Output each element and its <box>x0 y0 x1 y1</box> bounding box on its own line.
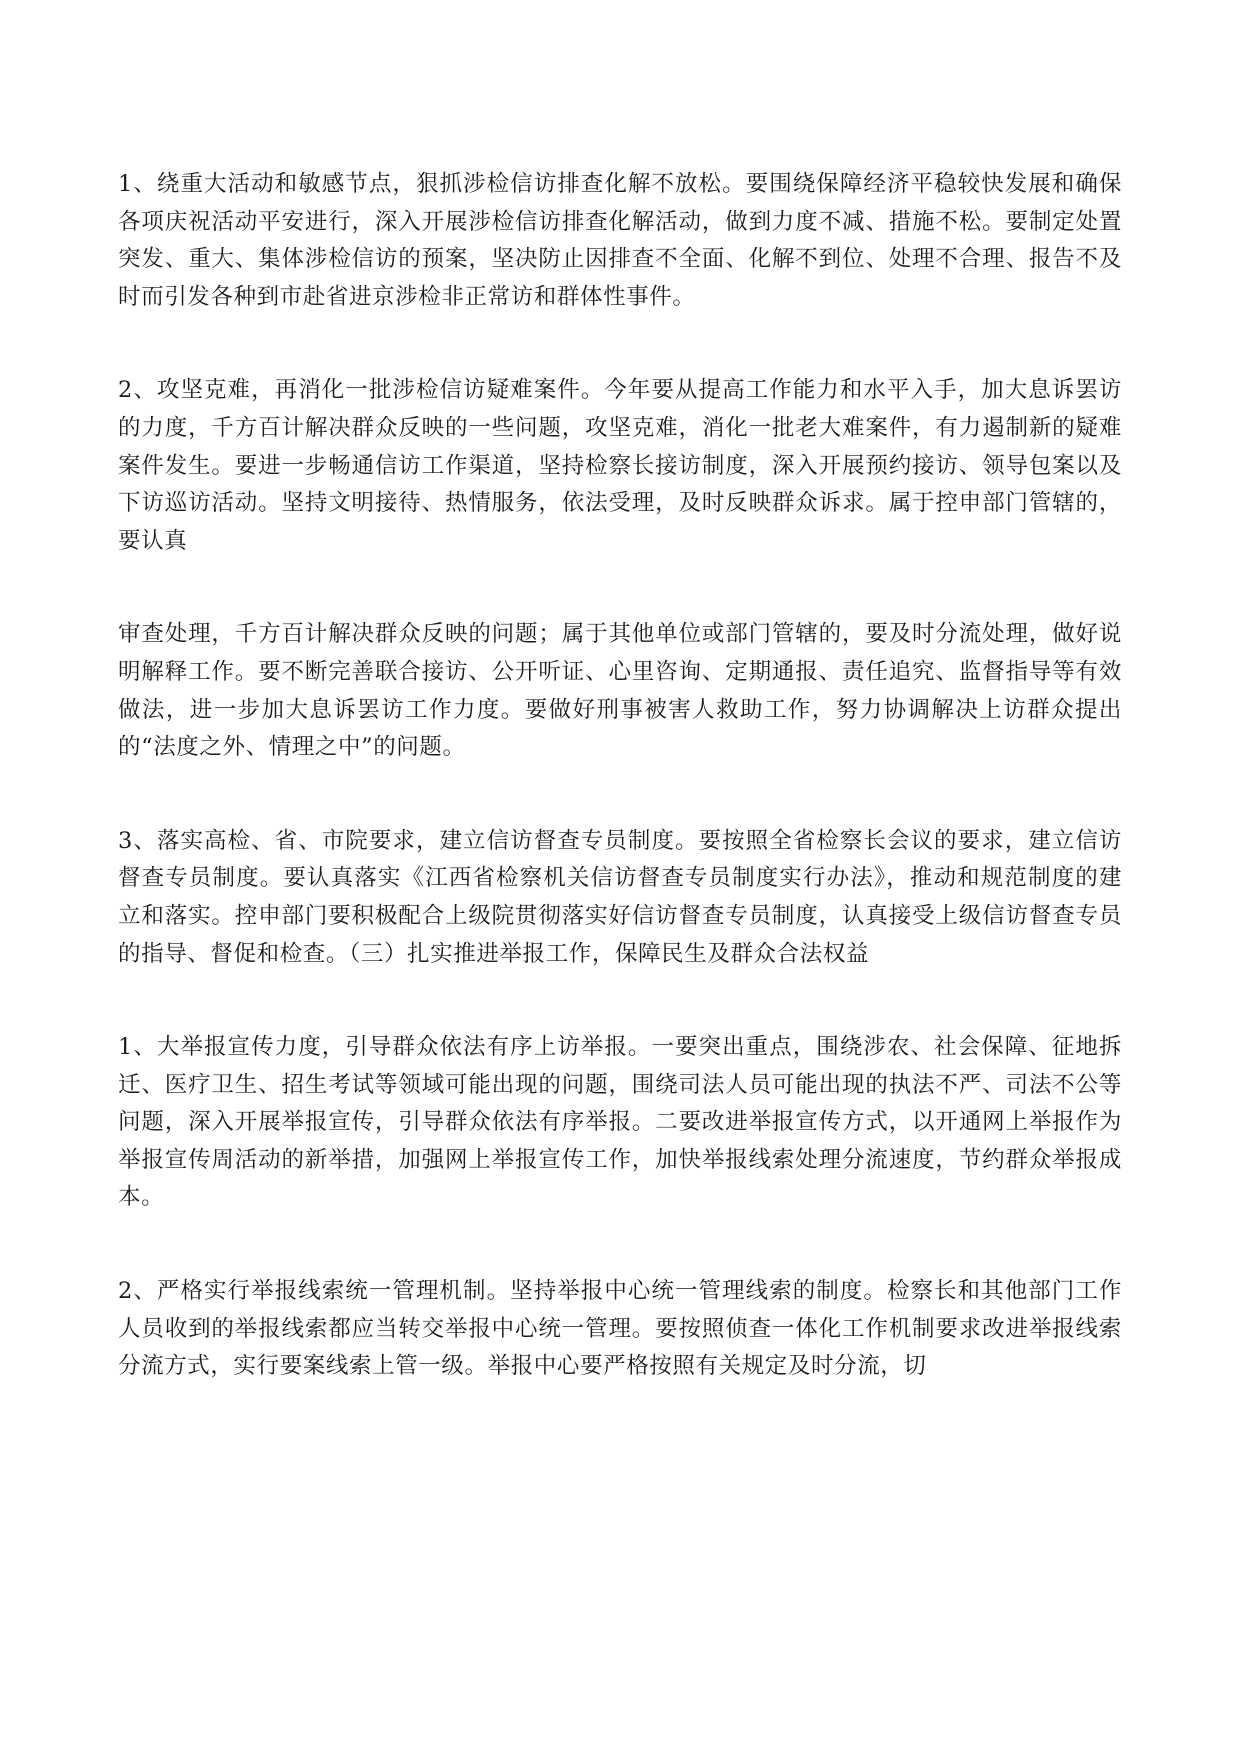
paragraph-3: 审查处理，千方百计解决群众反映的问题；属于其他单位或部门管辖的，要及时分流处理，做好说明解释工作。要不断完善联合接访、公开听证、心里咨询、定期通报、责任追究、监督指导等有效做法，进一步加大息诉罢访工作力度。要做好刑事被害人救助工作，努力协调解决上访群众提出的“法度之外、情理之中”的问题。 <box>118 621 1122 761</box>
paragraph-5: 1、大举报宣传力度，引导群众依法有序上访举报。一要突出重点，围绕涉农、社会保障、征地拆迁、医疗卫生、招生考试等领域可能出现的问题，围绕司法人员可能出现的执法不严、司法不公等问题，深入开展举报宣传，引导群众依法有序举报。二要改进举报宣传方式，以开通网上举报作为举报宣传周活动的新举措，加强网上举报宣传工作，加快举报线索处理分流速度，节约群众举报成本。 <box>118 1034 1122 1211</box>
paragraph-6: 2、严格实行举报线索统一管理机制。坚持举报中心统一管理线索的制度。检察长和其他部门工作人员收到的举报线索都应当转交举报中心统一管理。要按照侦查一体化工作机制要求改进举报线索分流方式，实行要案线索上管一级。举报中心要严格按照有关规定及时分流，切 <box>118 1278 1122 1380</box>
paragraph-4: 3、落实高检、省、市院要求，建立信访督查专员制度。要按照全省检察长会议的要求，建立信访督查专员制度。要认真落实《江西省检察机关信访督查专员制度实行办法》，推动和规范制度的建立和落实。控申部门要积极配合上级院贯彻落实好信访督查专员制度，认真接受上级信访督查专员的指导、督促和检查。（三）扎实推进举报工作，保障民生及群众合法权益 <box>118 827 1122 967</box>
paragraph-1: 1、绕重大活动和敏感节点，狠抓涉检信访排查化解不放松。要围绕保障经济平稳较快发展和确保各项庆祝活动平安进行，深入开展涉检信访排查化解活动，做到力度不减、措施不松。要制定处置突发、重大、集体涉检信访的预案，坚决防止因排查不全面、化解不到位、处理不合理、报告不及时而引发各种到市赴省进京涉检非正常访和群体性事件。 <box>118 171 1122 310</box>
paragraph-2: 2、攻坚克难，再消化一批涉检信访疑难案件。今年要从提高工作能力和水平入手，加大息诉罢访的力度，千方百计解决群众反映的一些问题，攻坚克难，消化一批老大难案件，有力遏制新的疑难案件发生。要进一步畅通信访工作渠道，坚持检察长接访制度，深入开展预约接访、领导包案以及下访巡访活动。坚持文明接待、热情服务，依法受理，及时反映群众诉求。属于控申部门管辖的，要认真 <box>118 377 1122 554</box>
document-body <box>118 166 1122 1442</box>
